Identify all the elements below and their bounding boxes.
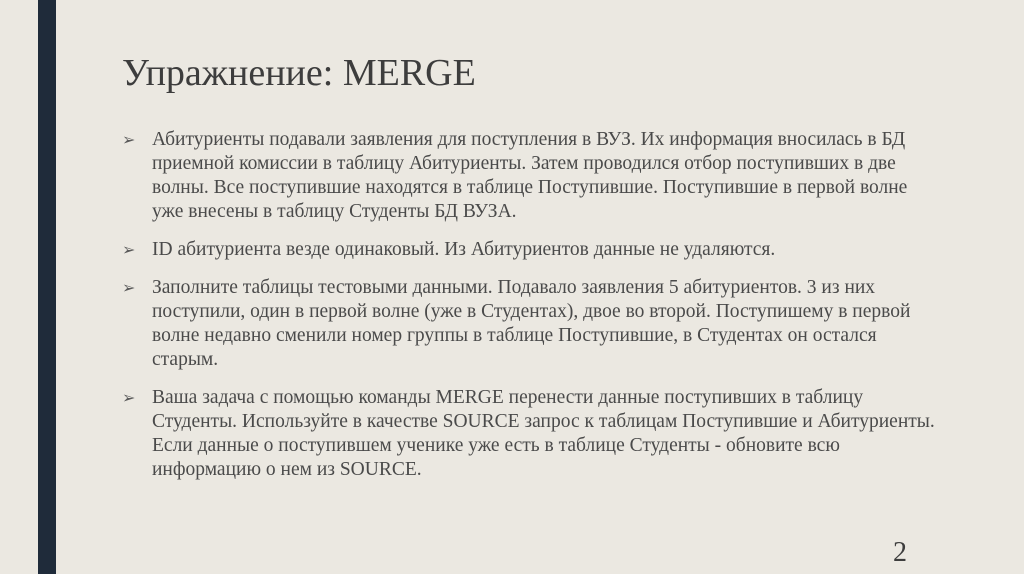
arrow-bullet-icon: ➢ bbox=[122, 130, 136, 149]
arrow-bullet-icon: ➢ bbox=[122, 278, 136, 297]
bullet-text: ID абитуриента везде одинаковый. Из Абитуриентов данные не удаляются. bbox=[152, 239, 776, 260]
bullet-item bbox=[120, 128, 940, 224]
arrow-bullet-icon: ➢ bbox=[122, 240, 136, 259]
slide-title: Упражнение: MERGE bbox=[122, 52, 476, 94]
bullet-text: Ваша задача с помощью команды MERGE перенести данные поступивших в таблицу Студенты. Используйте в качестве SOURCE запрос к таблицам Поступившие и Абитуриенты. Если данные о поступившем ученике уже есть в таблице Студенты - обновите всю информацию о нем из SOURCE. bbox=[152, 387, 935, 480]
left-accent-bar bbox=[38, 0, 56, 574]
bullet-list bbox=[120, 128, 940, 496]
bullet-text: Заполните таблицы тестовыми данными. Подавало заявления 5 абитуриентов. 3 из них поступили, один в первой волне (уже в Студентах), двое во второй. Поступишему в первой волне недавно сменили номер группы в таблице Поступившие, в Студентах он остался старым. bbox=[152, 277, 911, 370]
arrow-bullet-icon: ➢ bbox=[122, 388, 136, 407]
bullet-text: Абитуриенты подавали заявления для поступления в ВУЗ. Их информация вносилась в БД приемной комиссии в таблицу Абитуриенты. Затем проводился отбор поступивших в две волны. Все поступившие находятся в таблице Поступившие. Поступившие в первой волне уже внесены в таблицу Студенты БД ВУЗА. bbox=[152, 129, 908, 222]
bullet-item bbox=[120, 276, 940, 372]
page-number: 2 bbox=[893, 537, 907, 568]
bullet-item bbox=[120, 238, 940, 262]
bullet-item bbox=[120, 386, 940, 482]
